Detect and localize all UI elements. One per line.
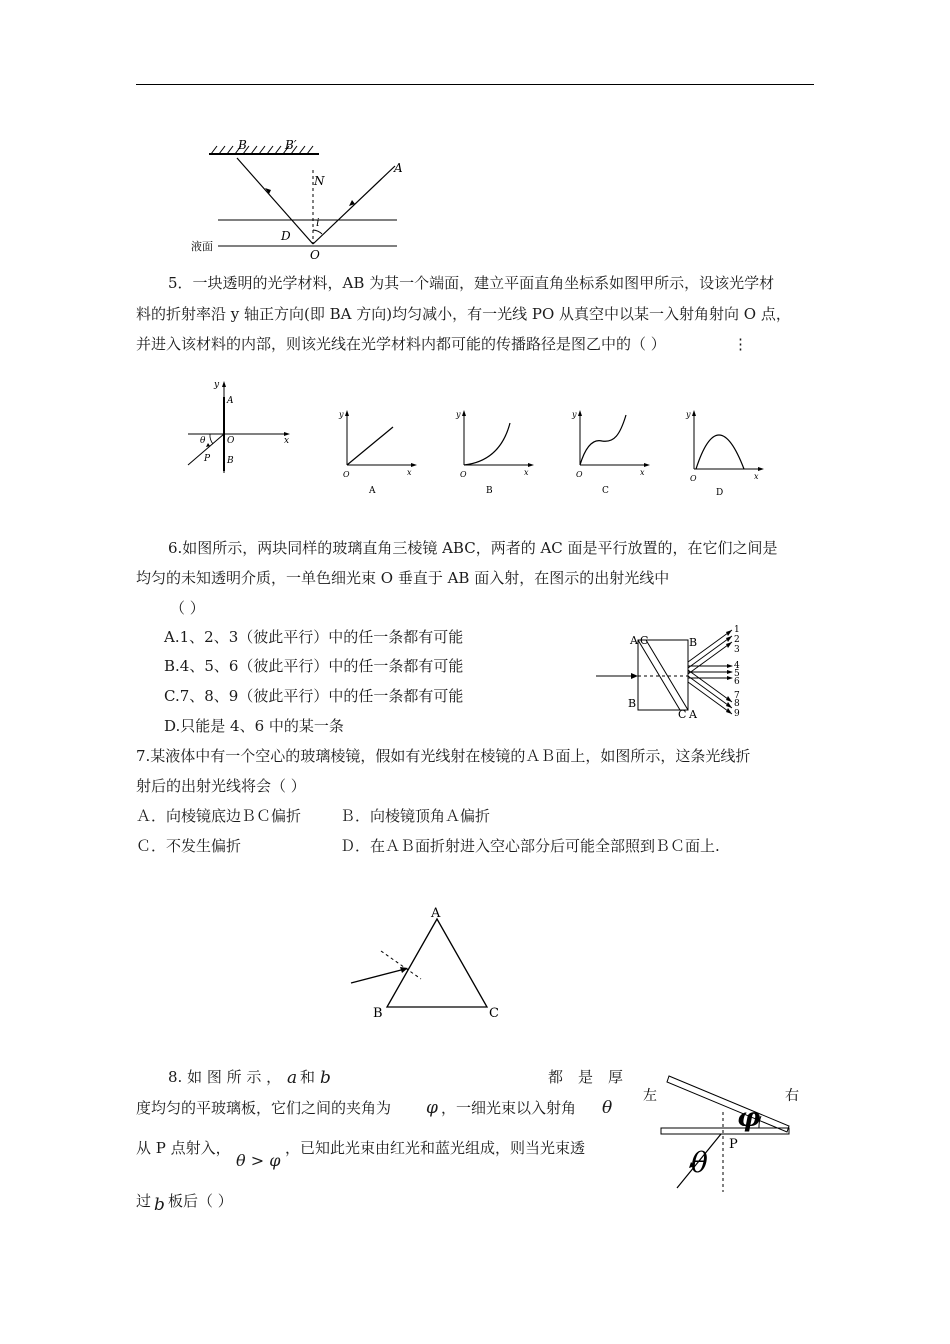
q6-line1: 6.如图所示，两块同样的玻璃直角三棱镜 ABC，两者的 AC 面是平行放置的，在它们之间是 <box>168 539 778 557</box>
q8-and: 和 <box>300 1068 316 1086</box>
label-c2: C <box>678 708 687 721</box>
reflection-figure <box>185 130 415 260</box>
q5-graph-d <box>682 405 767 500</box>
ray-2-label: 2 <box>734 635 740 645</box>
axis-x-label: x <box>284 436 290 446</box>
graph-b-x: x <box>524 468 529 477</box>
q5-graph-c <box>568 405 653 500</box>
label-n: N <box>314 174 325 188</box>
graph-d-y: y <box>686 410 691 419</box>
graph-b-y: y <box>456 410 461 419</box>
q8-theta: θ <box>602 1098 613 1118</box>
graph-d-o: O <box>690 474 697 483</box>
label-o: O <box>310 248 320 260</box>
label-b2: B <box>628 697 637 710</box>
graph-c-o: O <box>576 470 583 479</box>
graph-c-y: y <box>572 410 577 419</box>
ray-9-label: 9 <box>734 709 740 719</box>
q6-blank: （ ） <box>170 599 205 617</box>
q5-line1: 5．一块透明的光学材料，AB 为其一个端面，建立平面直角坐标系如图甲所示，设该光学材 <box>168 274 775 292</box>
graph-c-x: x <box>640 468 645 477</box>
q5-graph-a <box>335 405 420 500</box>
label-c1: C <box>640 634 649 647</box>
ray-4-label: 4 <box>734 661 740 671</box>
q8-line2-b: ，一细光束以入射角 <box>441 1099 577 1117</box>
q5-mark: ⋮ <box>733 335 748 353</box>
q8-line4-b: 板后（ ） <box>168 1192 233 1210</box>
ray-5-label: 5 <box>734 669 740 679</box>
label-right: 右 <box>785 1088 799 1104</box>
label-p: P <box>204 454 211 464</box>
label-left: 左 <box>643 1088 657 1104</box>
q8-phi: φ <box>426 1098 438 1118</box>
graph-b-o: O <box>460 470 467 479</box>
q6-option-a: A.1、2、3（彼此平行）中的任一条都有可能 <box>164 628 464 646</box>
label-d: D <box>281 229 291 243</box>
q7-line1: 7.某液体中有一个空心的玻璃棱镜，假如有光线射在棱镜的ＡＢ面上，如图所示，这条光线折 <box>136 747 751 765</box>
ray-1-label: 1 <box>734 625 740 635</box>
graph-d-label: D <box>716 488 724 498</box>
q7-option-c: Ｃ．不发生偏折 <box>136 837 242 855</box>
ray-6-label: 6 <box>734 677 740 687</box>
q8-condition: θ > φ <box>236 1151 281 1170</box>
label-b-prime: B′ <box>285 138 297 152</box>
label-o: O <box>227 436 235 446</box>
q7-option-d: Ｄ．在ＡＢ面折射进入空心部分后可能全部照到ＢＣ面上. <box>340 837 720 855</box>
ray-7-label: 7 <box>734 691 740 701</box>
q5-line2: 料的折射率沿 y 轴正方向(即 BA 方向)均匀减小，有一光线 PO 从真空中以某一入射角射向 O 点， <box>136 305 791 323</box>
label-a1: A <box>630 634 638 647</box>
graph-d-x: x <box>754 472 759 481</box>
q7-option-a: Ａ．向棱镜底边ＢＣ偏折 <box>136 807 302 825</box>
q8-var-b: b <box>320 1068 331 1088</box>
q8-var-b2: b <box>154 1195 165 1215</box>
label-a2: A <box>689 708 697 721</box>
q6-option-b: B.4、5、6（彼此平行）中的任一条都有可能 <box>164 657 464 675</box>
q7-line2: 射后的出射光线将会（ ） <box>136 777 306 795</box>
label-c: C <box>489 1006 499 1021</box>
graph-a-y: y <box>339 410 344 419</box>
q8-line4-a: 过 <box>136 1192 152 1210</box>
label-b1: B <box>689 636 698 649</box>
q8-line3-b: ，已知此光束由红光和蓝光组成，则当光束透 <box>285 1139 586 1157</box>
ray-8-label: 8 <box>734 699 740 709</box>
label-phi: φ <box>737 1103 761 1133</box>
graph-a-x: x <box>407 468 412 477</box>
q6-prism-figure <box>592 622 752 722</box>
label-a: A <box>394 161 403 175</box>
label-b: B <box>373 1006 383 1021</box>
label-theta: θ <box>200 436 206 446</box>
q8-var-a: a <box>287 1068 298 1088</box>
graph-c-label: C <box>602 486 609 496</box>
label-a: A <box>227 396 234 406</box>
header-rule <box>136 84 814 85</box>
q8-line3-a: 从 P 点射入， <box>136 1139 231 1157</box>
q5-graph-b <box>452 405 537 500</box>
q5-line3: 并进入该材料的内部，则该光线在光学材料内都可能的传播路径是图乙中的（ ） <box>136 335 666 353</box>
q6-option-c: C.7、8、9（彼此平行）中的任一条都有可能 <box>164 687 464 705</box>
label-p: P <box>729 1137 738 1152</box>
axis-y-label: y <box>214 380 220 390</box>
q6-option-d: D.只能是 4、6 中的某一条 <box>164 717 344 735</box>
q7-prism-figure <box>345 903 510 1023</box>
q8-line2-a: 度均匀的平玻璃板，它们之间的夹角为 <box>136 1099 392 1117</box>
graph-b-label: B <box>486 486 493 496</box>
graph-a-label: A <box>369 486 376 496</box>
ray-3-label: 3 <box>734 645 740 655</box>
graph-a-o: O <box>343 470 350 479</box>
label-b: B <box>227 456 234 466</box>
q8-intro: 8. 如 图 所 示 ， <box>168 1068 282 1086</box>
label-b: B <box>238 138 247 152</box>
label-a: A <box>431 906 441 921</box>
q8-plates-figure <box>635 1068 815 1198</box>
q8-line1-tail: 都 是 厚 <box>548 1068 624 1086</box>
label-theta: θ <box>691 1146 708 1179</box>
label-i: i <box>316 216 320 229</box>
q6-line2: 均匀的未知透明介质，一单色细光束 O 垂直于 AB 面入射，在图示的出射光线中 <box>136 569 670 587</box>
q7-option-b: Ｂ．向棱镜顶角Ａ偏折 <box>340 807 491 825</box>
label-surface: 液面 <box>191 240 213 253</box>
q5-axes-figure <box>180 375 295 475</box>
